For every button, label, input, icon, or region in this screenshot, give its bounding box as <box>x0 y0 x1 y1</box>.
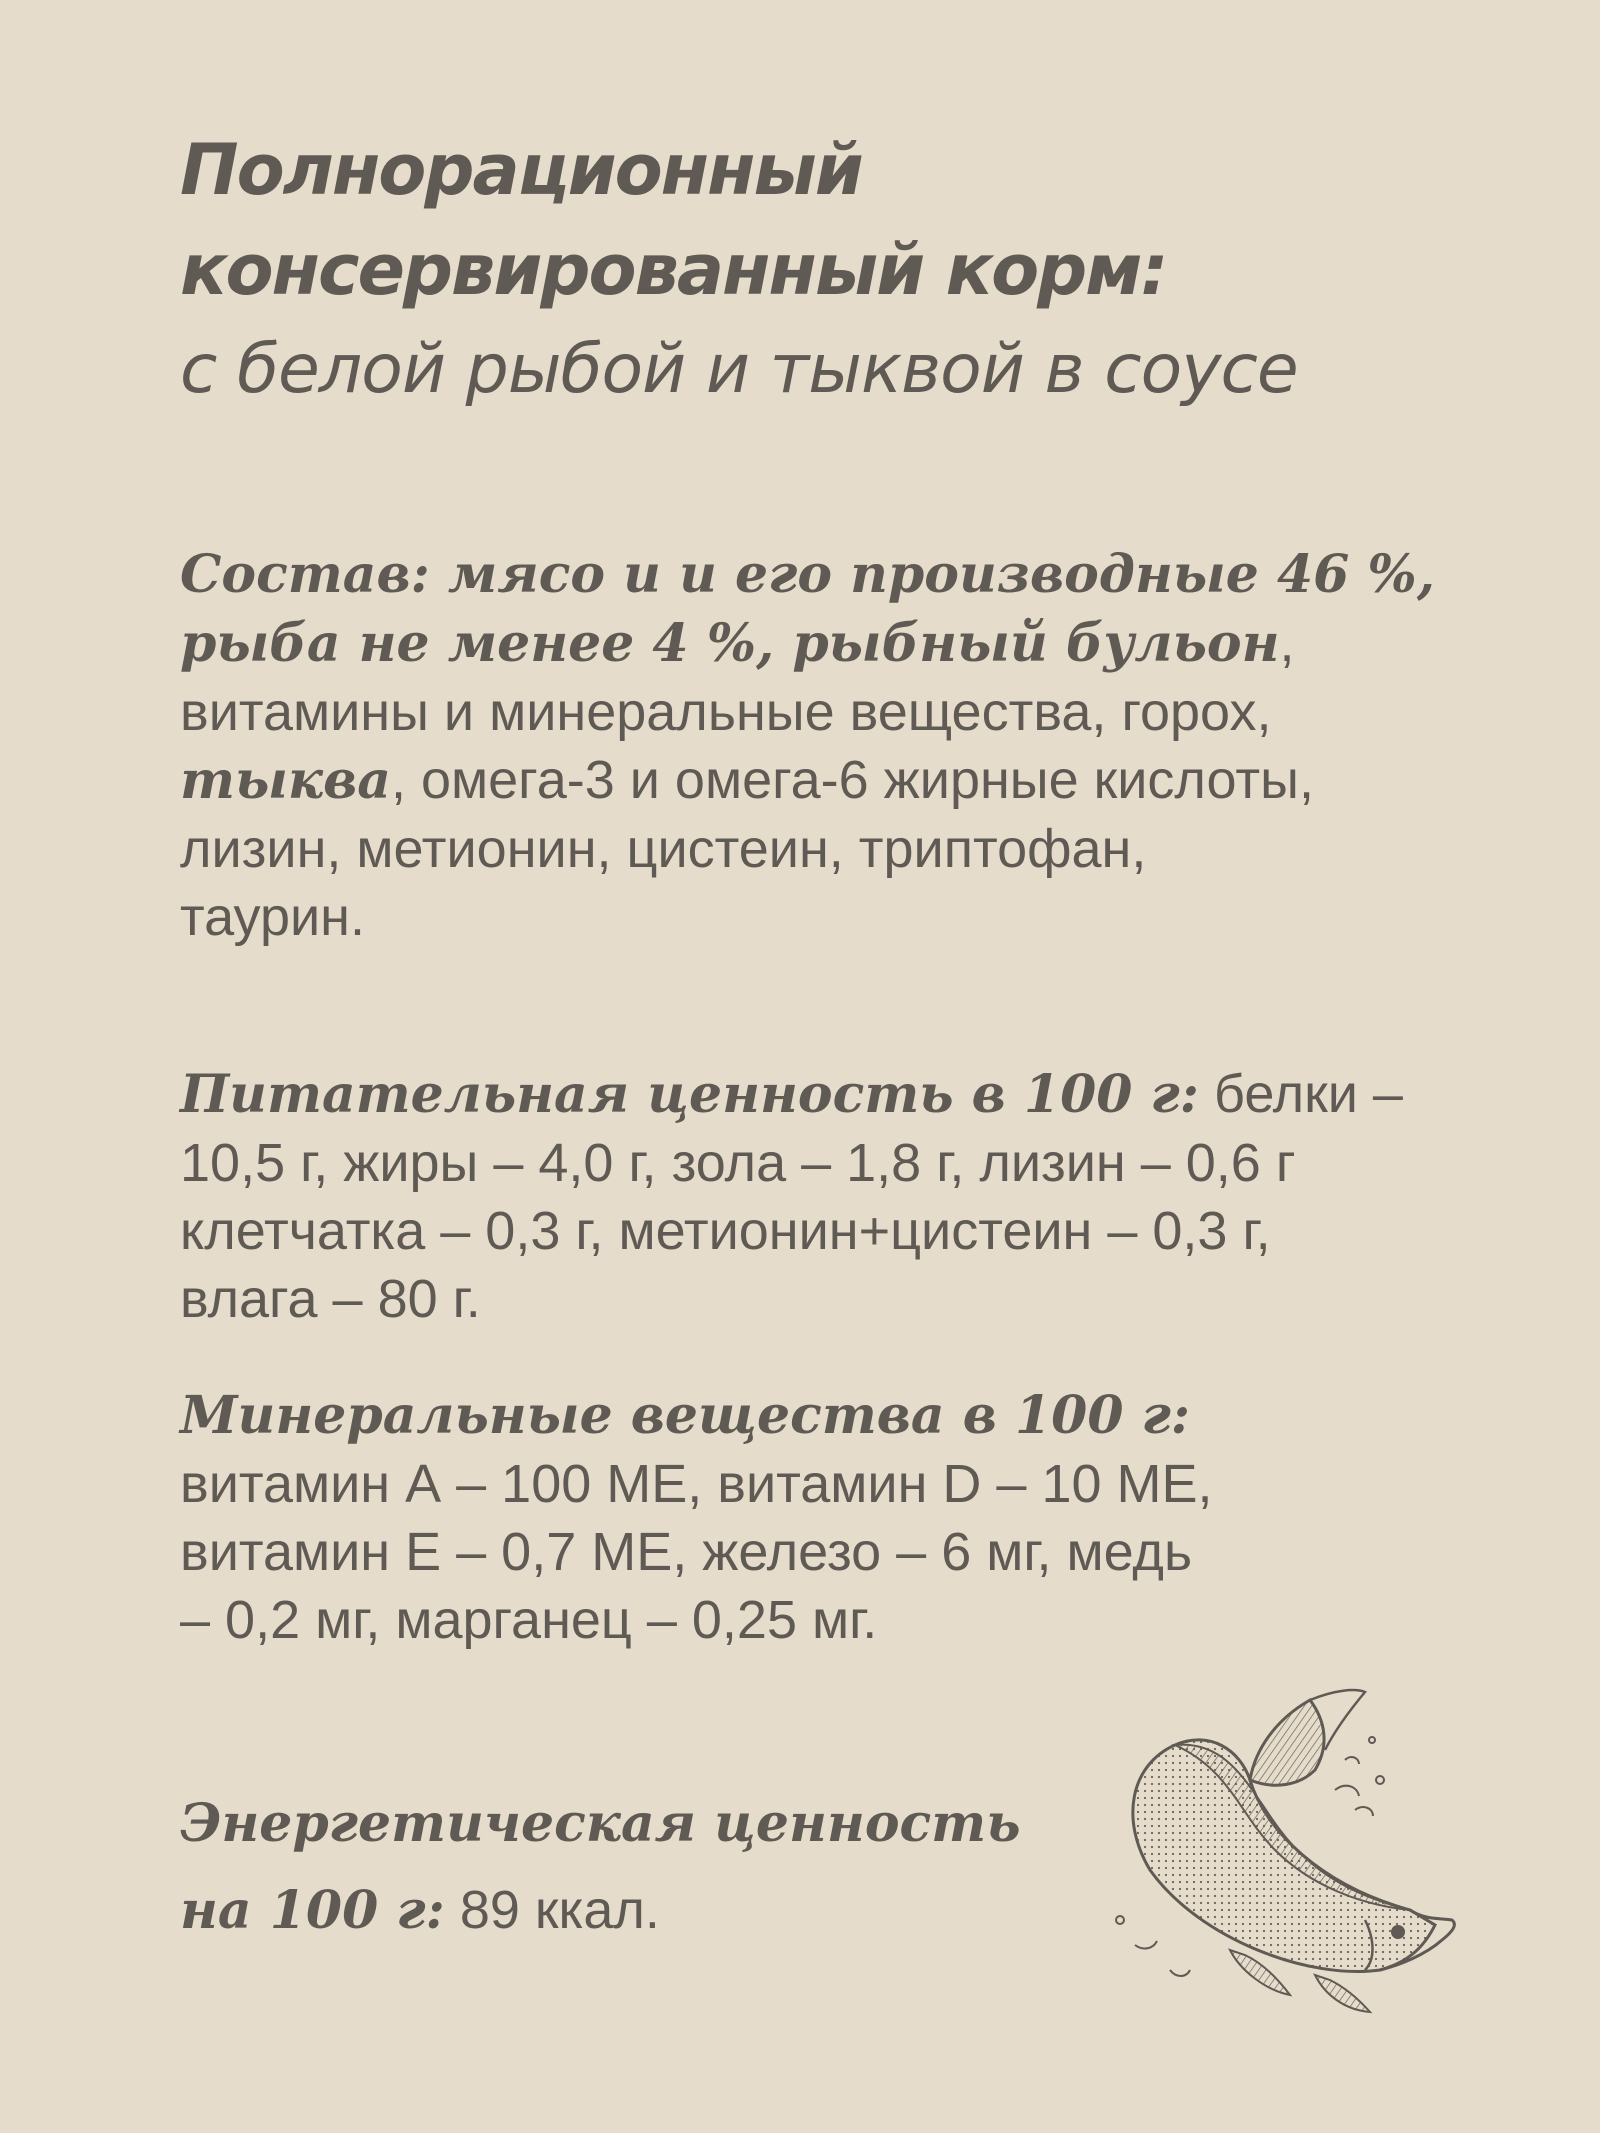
composition-punct: , <box>1279 613 1295 673</box>
product-subtitle: с белой рыбой и тыквой в соусе <box>180 330 1298 409</box>
energy-value: 89 ккал. <box>444 1880 660 1940</box>
composition-line-4-rest: , омега-3 и омега-6 жирные кислоты, <box>390 750 1314 810</box>
minerals-line-2: витамин Е – 0,7 МЕ, железо – 6 мг, медь <box>180 1522 1193 1582</box>
product-title <box>180 120 1480 420</box>
composition-line-3: витамины и минеральные вещества, горох, <box>180 682 1272 742</box>
nutrition-line-3: клетчатка – 0,3 г, метионин+цистеин – 0,3 г, <box>180 1201 1271 1261</box>
composition-bold-2: рыба не менее 4 %, рыбный бульон <box>180 613 1280 674</box>
composition-section <box>180 540 1480 951</box>
nutrition-line-2: 10,5 г, жиры – 4,0 г, зола – 1,8 г, лизин – 0,6 г <box>180 1133 1296 1193</box>
energy-label-2: на 100 г: <box>180 1880 445 1941</box>
composition-line-2 <box>180 609 1480 678</box>
composition-bold-1: мясо и и его производные 46 %, <box>429 544 1435 605</box>
composition-line-4 <box>180 746 1480 815</box>
nutrition-line-1-rest: белки – <box>1199 1064 1403 1124</box>
minerals-section <box>180 1382 1480 1654</box>
composition-label: Состав: <box>180 544 430 605</box>
fish-engraving-icon <box>1080 1670 1480 2030</box>
nutrition-line-1 <box>180 1060 1480 1129</box>
composition-line-1 <box>180 540 1480 609</box>
nutrition-section <box>180 1060 1480 1333</box>
minerals-label: Минеральные вещества в 100 г: <box>180 1385 1191 1446</box>
minerals-line-1: витамин А – 100 МЕ, витамин D – 10 МЕ, <box>180 1454 1213 1514</box>
minerals-line-3: – 0,2 мг, марганец – 0,25 мг. <box>180 1590 878 1650</box>
title-line-2: консервированный корм: <box>180 229 1167 311</box>
composition-line-5: лизин, метионин, цистеин, триптофан, <box>180 819 1147 879</box>
nutrition-label: Питательная ценность в 100 г: <box>180 1064 1200 1125</box>
energy-label-1: Энергетическая ценность <box>180 1793 1021 1854</box>
nutrition-line-4: влага – 80 г. <box>180 1269 481 1329</box>
composition-line-6: таурин. <box>180 887 365 947</box>
title-line-1: Полнорационный <box>180 129 862 211</box>
composition-bold-3: тыква <box>180 750 391 811</box>
